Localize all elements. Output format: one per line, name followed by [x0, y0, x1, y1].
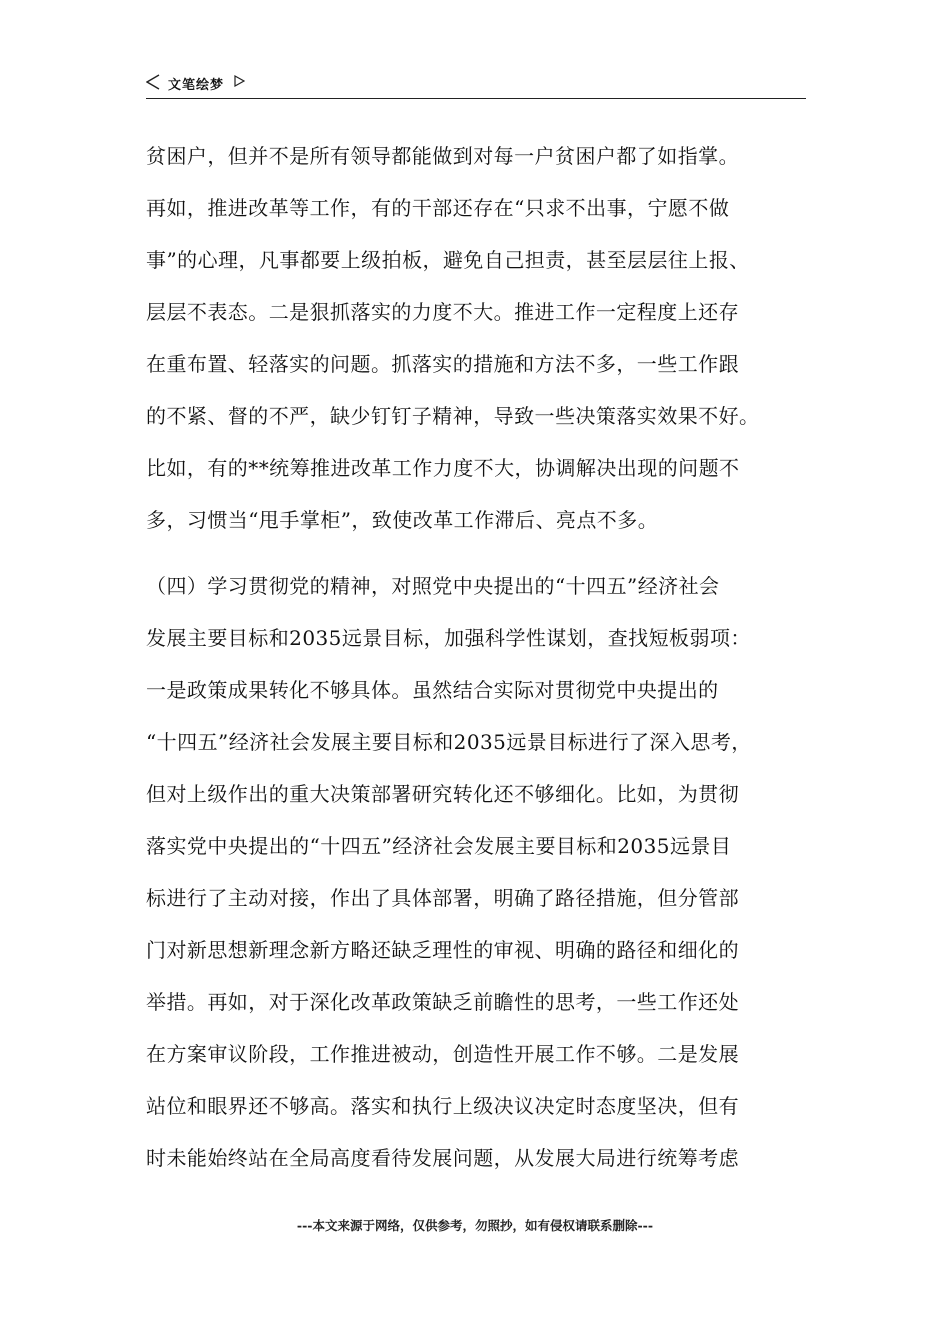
- text-line: 门对新思想新理念新方略还缺乏理性的审视、明确的路径和细化的: [146, 938, 740, 962]
- text-line: 站位和眼界还不够高。落实和执行上级决议决定时态度坚决，但有: [146, 1094, 740, 1118]
- right-triangle-icon: [234, 75, 245, 87]
- paragraph: [146, 130, 810, 546]
- text-line: 一是政策成果转化不够具体。虽然结合实际对贯彻党中央提出的: [146, 678, 719, 702]
- document-body: [146, 130, 810, 1184]
- paragraph: [146, 560, 810, 1184]
- text-line: 落实党中央提出的“十四五”经济社会发展主要目标和2035远景目: [146, 834, 732, 858]
- text-line: 的不紧、督的不严，缺少钉钉子精神，导致一些决策落实效果不好。: [146, 404, 760, 428]
- text-line: 比如，有的**统筹推进改革工作力度不大，协调解决出现的问题不: [146, 456, 740, 480]
- text-line: 但对上级作出的重大决策部署研究转化还不够细化。比如，为贯彻: [146, 782, 740, 806]
- text-line: 再如，推进改革等工作，有的干部还存在“只求不出事，宁愿不做: [146, 196, 730, 220]
- paragraph-gap: [146, 546, 810, 560]
- text-line: 事”的心理，凡事都要上级拍板，避免自己担责，甚至层层往上报、: [146, 248, 750, 272]
- text-line: （四）学习贯彻党的精神，对照党中央提出的“十四五”经济社会: [146, 574, 720, 598]
- header-title: 文笔绘梦: [168, 78, 225, 93]
- text-line: 在重布置、轻落实的问题。抓落实的措施和方法不多，一些工作跟: [146, 352, 740, 376]
- text-line: 举措。再如，对于深化改革政策缺乏前瞻性的思考，一些工作还处: [146, 990, 740, 1014]
- text-line: 在方案审议阶段，工作推进被动，创造性开展工作不够。二是发展: [146, 1042, 740, 1066]
- text-line: 发展主要目标和2035远景目标，加强科学性谋划，查找短板弱项：: [146, 626, 751, 650]
- text-line: 多，习惯当“甩手掌柜”，致使改革工作滞后、亮点不多。: [146, 508, 659, 532]
- text-line: 贫困户，但并不是所有领导都能做到对每一户贫困户都了如指掌。: [146, 144, 740, 168]
- footer-disclaimer: ---本文来源于网络，仅供参考，勿照抄，如有侵权请联系删除---: [296, 1218, 654, 1233]
- text-line: 标进行了主动对接，作出了具体部署，明确了路径措施，但分管部: [146, 886, 740, 910]
- page-header: [146, 70, 806, 99]
- text-line: 时未能始终站在全局高度看待发展问题，从发展大局进行统筹考虑: [146, 1146, 740, 1170]
- text-line: “十四五”经济社会发展主要目标和2035远景目标进行了深入思考，: [146, 730, 752, 754]
- text-line: 层层不表态。二是狠抓落实的力度不大。推进工作一定程度上还存: [146, 300, 740, 324]
- left-triangle-icon: [146, 74, 160, 90]
